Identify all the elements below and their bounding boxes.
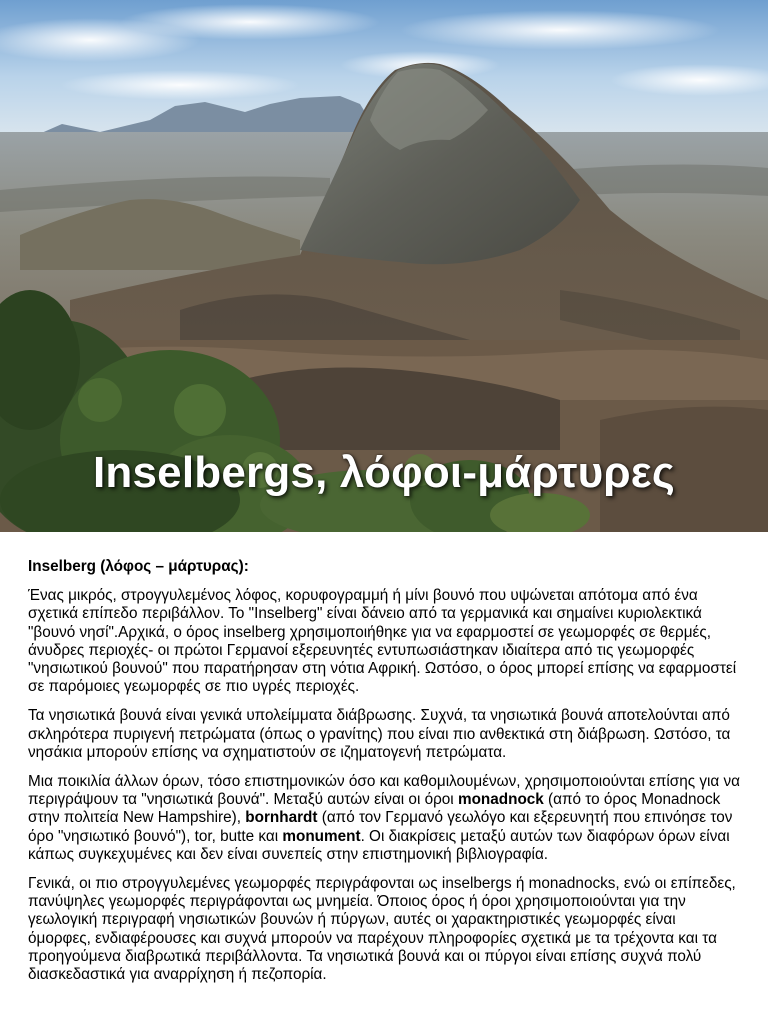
- paragraph-3: [28, 773, 742, 864]
- term-monadnock: monadnock: [457, 791, 544, 809]
- paragraph-2: Τα νησιωτικά βουνά είναι γενικά υπολείμματα διάβρωσης. Συχνά, τα νησιωτικά βουνά αποτελούνται από σκληρότερα πυριγενή πετρώματα (όπως ο γρανίτης) που είναι πιο ανθεκτικά στη διάβρωση. Ωστόσο, τα νησάκια μπορούν επίσης να σχηματιστούν σε ιζηματογενή πετρώματα.: [28, 707, 731, 761]
- paragraph-1: Ένας μικρός, στρογγυλεμένος λόφος, κορυφογραμμή ή μίνι βουνό που υψώνεται απότομα από ένα σχετικά επίπεδο περιβάλλον. Το "Inselberg" είναι δάνειο από τα γερμανικά και σημαίνει κυριολεκτικά "βουνό νησί".Αρχικά, ο όρος inselberg χρησιμοποιήθηκε για να εφαρμοστεί σε γεωμορφές σε θερμές, άνυδρες περιοχές- οι πρώτοι Γερμανοί εξερευνητές εντυπωσιάστηκαν ιδιαίτερα από τις γεωμορφές "νησιωτικού βουνού" που παρατήρησαν στη νότια Αφρική. Ωστόσο, ο όρος μπορεί επίσης να εφαρμοστεί σε παρόμοιες γεωμορφές σε πιο υγρές περιοχές.: [28, 587, 737, 696]
- paragraph-3-text-d: (από τον Γερμανό γεωλόγο και εξερευνητή που επινόησε τον όρο "νησιωτικό βουνό"), tor, butte και: [28, 809, 733, 845]
- term-bornhardt: bornhardt: [245, 809, 318, 827]
- term-monument: monument: [282, 827, 361, 845]
- paragraph-3-text-e: . Οι διακρίσεις μεταξύ αυτών των διαφόρων όρων είναι κάπως συγκεχυμένες και δεν είναι συνεπείς στην επιστημονική βιβλιογραφία.: [28, 827, 730, 863]
- paragraph-3-text-a: Μια ποικιλία άλλων όρων, τόσο επιστημονικών όσο και καθομιλουμένων, χρησιμοποιούνται επίσης για να περιγράψουν τα "νησιωτικά βουνά". Μεταξύ αυτών είναι οι όροι: [28, 773, 740, 809]
- paragraph-3-text-c: (από το όρος Monadnock στην πολιτεία New Hampshire),: [28, 791, 721, 827]
- article-body: [0, 532, 768, 984]
- hero-title: Inselbergs, λόφοι-μάρτυρες: [93, 448, 675, 497]
- paragraph-4: Γενικά, οι πιο στρογγυλεμένες γεωμορφές περιγράφονται ως inselbergs ή monadnocks, ενώ οι επίπεδες, πανύψηλες γεωμορφές περιγράφονται ως μνημεία. Όποιος όρος ή όροι χρησιμοποιούνται για την γεωλογική περιγραφή νησιωτικών βουνών ή πύργων, αυτές οι χαρακτηριστικές γεωμορφές είναι όμορφες, ενδιαφέρουσες και συχνά μπορούν να παρέχουν πληροφορίες σχετικά με τα τρέχοντα και τα προηγούμενα διαβρωτικά περιβάλλοντα. Τα νησιωτικά βουνά και οι πύργοι είναι επίσης συχνά πολύ διασκεδαστικά για αναρρίχηση ή πεζοπορία.: [28, 875, 736, 984]
- article-heading: Inselberg (λόφος – μάρτυρας):: [28, 558, 249, 575]
